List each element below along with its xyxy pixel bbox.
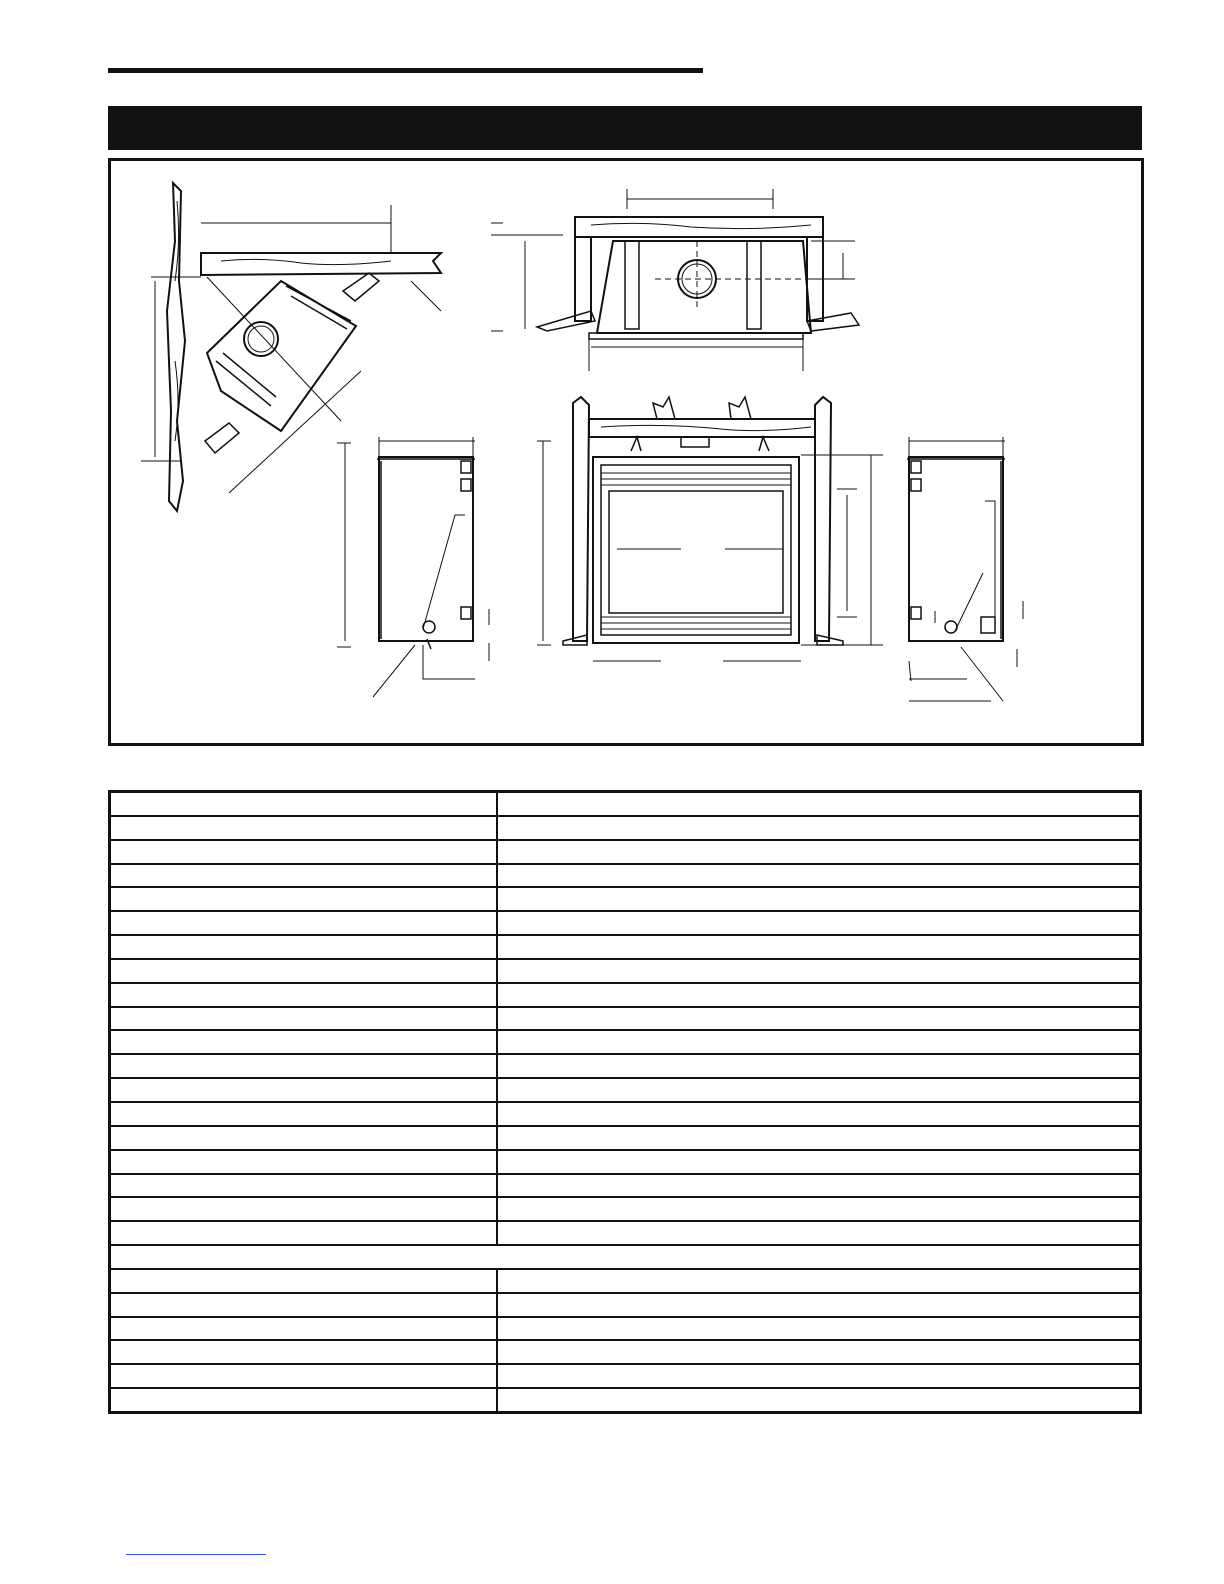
spec-value	[497, 983, 1141, 1007]
table-section-row	[110, 1245, 1141, 1269]
spec-value	[497, 935, 1141, 959]
spec-value	[497, 1269, 1141, 1293]
spec-label	[110, 1388, 498, 1412]
spec-value	[497, 1078, 1141, 1102]
spec-value	[497, 887, 1141, 911]
top-rule	[108, 68, 703, 73]
table-row	[110, 1364, 1141, 1388]
spec-label	[110, 1221, 498, 1245]
spec-label	[110, 1174, 498, 1198]
table-row	[110, 1054, 1141, 1078]
spec-value	[497, 1221, 1141, 1245]
spec-label	[110, 1007, 498, 1031]
table-row	[110, 792, 1141, 816]
spec-label	[110, 1030, 498, 1054]
spec-value	[497, 1174, 1141, 1198]
table-row	[110, 935, 1141, 959]
spec-value	[497, 1126, 1141, 1150]
spec-value	[497, 1317, 1141, 1341]
spec-label	[110, 1293, 498, 1317]
corner-view	[141, 183, 441, 511]
fireplace-dimension-drawings	[111, 161, 1141, 743]
top-plan-view	[491, 189, 859, 371]
front-view	[537, 397, 883, 661]
spec-label	[110, 1126, 498, 1150]
spec-label	[110, 959, 498, 983]
table-row	[110, 959, 1141, 983]
table-row	[110, 816, 1141, 840]
right-side-view	[907, 437, 1023, 701]
footer-link[interactable]	[126, 1554, 266, 1555]
table-row	[110, 887, 1141, 911]
dimension-drawing-frame	[108, 158, 1144, 746]
spec-value	[497, 864, 1141, 888]
spec-label	[110, 864, 498, 888]
specifications-table	[108, 790, 1142, 1414]
spec-value	[497, 1054, 1141, 1078]
spec-value	[497, 1007, 1141, 1031]
table-row	[110, 911, 1141, 935]
spec-label	[110, 1269, 498, 1293]
spec-value	[497, 1340, 1141, 1364]
spec-value	[497, 1293, 1141, 1317]
spec-label	[110, 1078, 498, 1102]
left-side-view	[337, 437, 489, 697]
spec-label	[110, 1340, 498, 1364]
table-row	[110, 1197, 1141, 1221]
spec-label	[110, 816, 498, 840]
table-row	[110, 1007, 1141, 1031]
spec-label	[110, 911, 498, 935]
spec-label	[110, 1364, 498, 1388]
table-row	[110, 1221, 1141, 1245]
table-row	[110, 1293, 1141, 1317]
spec-value	[497, 959, 1141, 983]
spec-label	[110, 1197, 498, 1221]
spec-value	[497, 1102, 1141, 1126]
table-row	[110, 1269, 1141, 1293]
spec-value	[497, 840, 1141, 864]
header-bar	[108, 106, 1142, 150]
spec-label	[110, 1317, 498, 1341]
spec-value	[497, 1388, 1141, 1412]
spec-value	[497, 1150, 1141, 1174]
table-row	[110, 1340, 1141, 1364]
table-row	[110, 1174, 1141, 1198]
spec-label	[110, 1102, 498, 1126]
spec-value	[497, 792, 1141, 816]
table-row	[110, 1102, 1141, 1126]
table-row	[110, 1388, 1141, 1412]
spec-value	[497, 1197, 1141, 1221]
table-row	[110, 1317, 1141, 1341]
table-row	[110, 1150, 1141, 1174]
table-row	[110, 1126, 1141, 1150]
table-row	[110, 1030, 1141, 1054]
spec-value	[497, 816, 1141, 840]
spec-section-heading	[110, 1245, 1141, 1269]
spec-value	[497, 1364, 1141, 1388]
spec-label	[110, 1054, 498, 1078]
spec-value	[497, 1030, 1141, 1054]
spec-label	[110, 935, 498, 959]
spec-label	[110, 840, 498, 864]
spec-value	[497, 911, 1141, 935]
spec-label	[110, 1150, 498, 1174]
table-row	[110, 864, 1141, 888]
spec-label	[110, 887, 498, 911]
table-row	[110, 983, 1141, 1007]
spec-label	[110, 792, 498, 816]
table-row	[110, 840, 1141, 864]
spec-label	[110, 983, 498, 1007]
table-row	[110, 1078, 1141, 1102]
